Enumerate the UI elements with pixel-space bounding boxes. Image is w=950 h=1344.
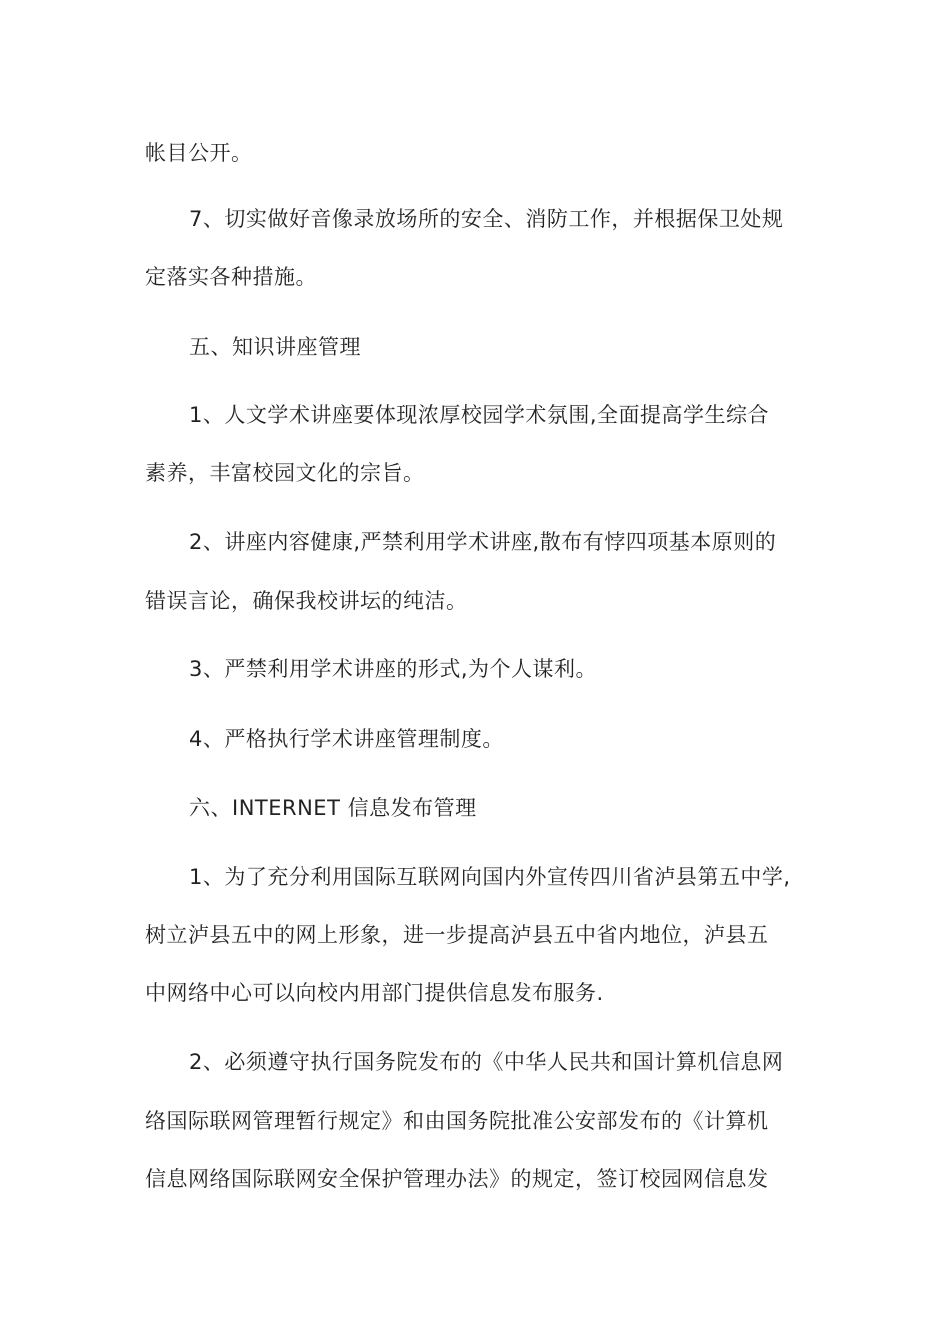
section-heading: 五、知识讲座管理 [189, 335, 361, 359]
section-heading: 六、INTERNET 信息发布管理 [189, 796, 477, 820]
text-line: 帐目公开。 [145, 141, 253, 165]
text-line: 错误言论，确保我校讲坛的纯洁。 [145, 589, 468, 613]
text-line: 中网络中心可以向校内用部门提供信息发布服务. [145, 981, 604, 1005]
paragraph-first-line: 2、必须遵守执行国务院发布的《中华人民共和国计算机信息网 [189, 1050, 784, 1074]
text-line: 树立泸县五中的网上形象，进一步提高泸县五中省内地位，泸县五 [145, 923, 769, 947]
paragraph-first-line: 2、讲座内容健康,严禁利用学术讲座,散布有悖四项基本原则的 [189, 530, 777, 554]
paragraph-first-line: 1、人文学术讲座要体现浓厚校园学术氛围,全面提高学生综合 [189, 403, 770, 427]
paragraph-first-line: 1、为了充分利用国际互联网向国内外宣传四川省泸县第五中学, [189, 865, 791, 889]
paragraph-first-line: 3、严禁利用学术讲座的形式,为个人谋利。 [189, 657, 598, 681]
text-line: 定落实各种措施。 [145, 265, 317, 289]
paragraph-first-line: 7、切实做好音像录放场所的安全、消防工作，并根据保卫处规 [189, 207, 784, 231]
text-line: 络国际联网管理暂行规定》和由国务院批准公安部发布的《计算机 [145, 1109, 769, 1133]
text-line: 信息网络国际联网安全保护管理办法》的规定，签订校园网信息发 [145, 1167, 769, 1191]
text-line: 素养，丰富校园文化的宗旨。 [145, 461, 425, 485]
paragraph-first-line: 4、严格执行学术讲座管理制度。 [189, 727, 504, 751]
